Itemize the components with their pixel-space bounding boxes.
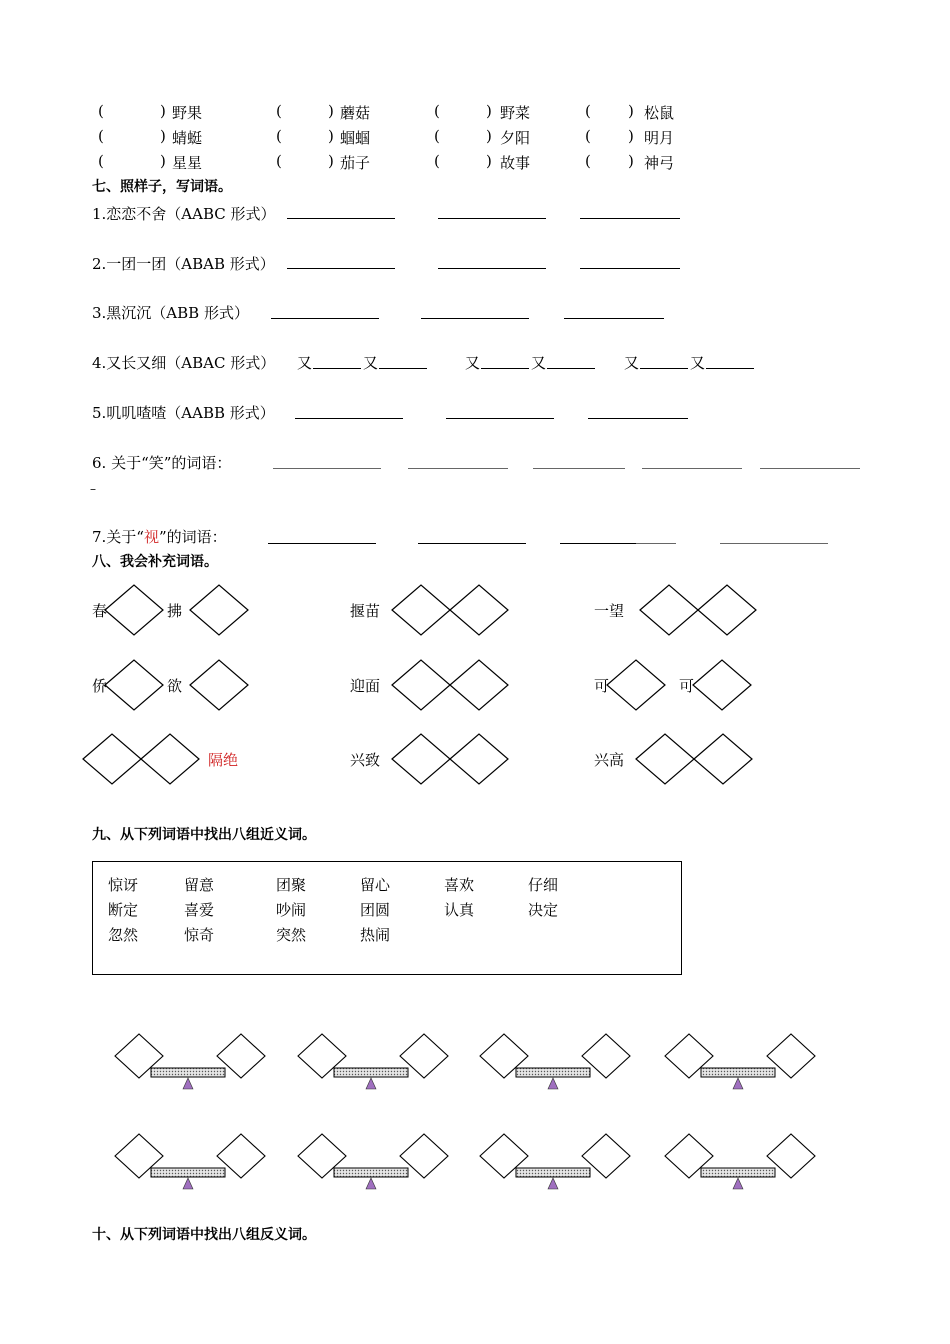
fulcrum-triangle [183, 1078, 193, 1089]
answer-blank[interactable] [287, 268, 395, 269]
answer-blank[interactable] [547, 368, 595, 369]
word-bank-item: 突然 [276, 926, 307, 944]
diamond-box[interactable] [636, 734, 694, 784]
answer-blank[interactable] [640, 368, 688, 369]
diamond-box[interactable] [392, 585, 450, 635]
you-char: 又 [624, 354, 640, 372]
balance-beam [516, 1168, 590, 1177]
paren-open: ( [434, 152, 440, 170]
answer-blank[interactable] [295, 418, 403, 419]
paren-open: ( [434, 127, 440, 145]
diamond-box[interactable] [450, 734, 508, 784]
diamond-box[interactable] [693, 660, 751, 710]
paren-close: ) [628, 152, 634, 170]
synonym-balances [0, 1025, 950, 1225]
diamond-box[interactable] [640, 585, 698, 635]
answer-blank[interactable] [533, 468, 625, 469]
fulcrum-triangle [366, 1178, 376, 1189]
answer-blank[interactable] [438, 268, 546, 269]
answer-blank[interactable] [564, 318, 664, 319]
paren-close: ) [328, 102, 334, 120]
word-label: 蝈蝈 [340, 129, 371, 147]
word-label: 蜻蜓 [172, 129, 203, 147]
word-label: 故事 [500, 154, 531, 172]
word-bank-item: 团圆 [360, 901, 391, 919]
balance-beam [151, 1068, 225, 1077]
idiom-3: 一望 [594, 602, 625, 620]
idiom-7: 隔绝 [208, 751, 239, 769]
diamond-box[interactable] [694, 734, 752, 784]
answer-blank[interactable] [313, 368, 361, 369]
idiom-4a: 侨 [92, 677, 108, 695]
fulcrum-triangle [548, 1078, 558, 1089]
you-char: 又 [465, 354, 481, 372]
paren-close: ) [486, 102, 492, 120]
answer-blank[interactable] [287, 218, 395, 219]
answer-blank[interactable] [421, 318, 529, 319]
paren-close: ) [328, 127, 334, 145]
answer-blank[interactable] [446, 418, 554, 419]
word-label: 茄子 [340, 154, 371, 172]
balance-beam [334, 1068, 408, 1077]
fulcrum-triangle [733, 1178, 743, 1189]
paren-close: ) [486, 127, 492, 145]
word-label: 蘑菇 [340, 104, 371, 122]
paren-open: ( [585, 152, 591, 170]
answer-blank[interactable] [481, 368, 529, 369]
word-label: 明月 [644, 129, 675, 147]
s7-item-7-label: 7.关于“视”的词语： [92, 528, 227, 546]
paren-open: ( [98, 102, 104, 120]
answer-blank[interactable] [636, 543, 676, 544]
word-bank-item: 热闹 [360, 926, 391, 944]
word-label: 松鼠 [644, 104, 675, 122]
answer-blank[interactable] [642, 468, 742, 469]
answer-blank[interactable] [408, 468, 508, 469]
s7-item-4-label: 4.又长又细（ABAC 形式） [92, 354, 276, 372]
word-label: 夕阳 [500, 129, 531, 147]
paren-open: ( [585, 127, 591, 145]
idiom-4b: 欲 [167, 677, 183, 695]
diamond-box[interactable] [141, 734, 199, 784]
diamond-box[interactable] [450, 585, 508, 635]
word-label: 星星 [172, 154, 203, 172]
s7-item-3-label: 3.黑沉沉（ABB 形式） [92, 304, 249, 322]
word-bank-item: 吵闹 [276, 901, 307, 919]
section-7-title: 七、照样子，写词语。 [92, 179, 232, 195]
idiom-9: 兴高 [594, 751, 625, 769]
paren-close: ) [160, 152, 166, 170]
paren-close: ) [628, 102, 634, 120]
word-bank-item: 仔细 [528, 876, 559, 894]
word-bank-item: 决定 [528, 901, 559, 919]
paren-open: ( [98, 152, 104, 170]
answer-blank[interactable] [560, 543, 636, 544]
s7-item-2-label: 2.一团一团（ABAB 形式） [92, 255, 275, 273]
diamond-box[interactable] [190, 585, 248, 635]
balance-beam [334, 1168, 408, 1177]
answer-blank[interactable] [268, 543, 376, 544]
balance-beam [516, 1068, 590, 1077]
answer-blank[interactable] [580, 268, 680, 269]
diamond-box[interactable] [83, 734, 141, 784]
word-bank-item: 忽然 [108, 926, 139, 944]
diamond-box[interactable] [105, 660, 163, 710]
fulcrum-triangle [366, 1078, 376, 1089]
paren-open: ( [434, 102, 440, 120]
section-10-title: 十、从下列词语中找出八组反义词。 [92, 1227, 316, 1243]
answer-blank[interactable] [706, 368, 754, 369]
answer-blank[interactable] [271, 318, 379, 319]
idiom-6b: 可 [679, 677, 695, 695]
paren-close: ) [160, 102, 166, 120]
diamond-box[interactable] [450, 660, 508, 710]
paren-open: ( [98, 127, 104, 145]
word-bank-item: 团聚 [276, 876, 307, 894]
diamond-box[interactable] [105, 585, 163, 635]
answer-blank[interactable] [588, 418, 688, 419]
answer-blank[interactable] [760, 468, 860, 469]
idiom-1a: 春 [92, 602, 108, 620]
s7-item-5-label: 5.叽叽喳喳（AABB 形式） [92, 404, 275, 422]
answer-blank[interactable] [418, 543, 526, 544]
balance-beam [151, 1168, 225, 1177]
diamond-box[interactable] [392, 660, 450, 710]
paren-open: ( [276, 152, 282, 170]
fulcrum-triangle [548, 1178, 558, 1189]
red-char: 视 [143, 528, 159, 546]
s7-item-1-label: 1.恋恋不舍（AABC 形式） [92, 205, 276, 223]
answer-blank[interactable] [379, 368, 427, 369]
paren-open: ( [276, 127, 282, 145]
balance-beam [701, 1068, 775, 1077]
word-bank-item: 断定 [108, 901, 139, 919]
idiom-8: 兴致 [350, 751, 381, 769]
idiom-5: 迎面 [350, 677, 381, 695]
diamond-box[interactable] [607, 660, 665, 710]
word-label: 野果 [172, 104, 203, 122]
paren-close: ) [328, 152, 334, 170]
paren-close: ) [486, 152, 492, 170]
section-9-title: 九、从下列词语中找出八组近义词。 [92, 827, 316, 843]
idiom-6a: 可 [594, 677, 610, 695]
you-char: 又 [363, 354, 379, 372]
word-label: 神弓 [644, 154, 675, 172]
word-bank-item: 惊讶 [108, 876, 139, 894]
paren-close: ) [160, 127, 166, 145]
idiom-diamonds [0, 560, 950, 820]
word-label: 野菜 [500, 104, 531, 122]
word-bank-item: 喜欢 [444, 876, 475, 894]
overflow-dash: – [90, 482, 96, 496]
s7-item-6-label: 6. 关于“笑”的词语： [92, 454, 232, 472]
word-bank-item: 惊奇 [184, 926, 215, 944]
word-bank-item: 喜爱 [184, 901, 215, 919]
word-bank-item: 留心 [360, 876, 391, 894]
you-char: 又 [531, 354, 547, 372]
you-char: 又 [297, 354, 313, 372]
you-char: 又 [690, 354, 706, 372]
paren-open: ( [276, 102, 282, 120]
answer-blank[interactable] [720, 543, 828, 544]
word-bank-item: 留意 [184, 876, 215, 894]
answer-blank[interactable] [273, 468, 381, 469]
word-bank-item: 认真 [444, 901, 475, 919]
paren-close: ) [628, 127, 634, 145]
idiom-2: 揠苗 [350, 602, 381, 620]
idiom-1b: 拂 [167, 602, 183, 620]
answer-blank[interactable] [580, 218, 680, 219]
section-8-title: 八、我会补充词语。 [92, 554, 218, 570]
fulcrum-triangle [733, 1078, 743, 1089]
balance-beam [701, 1168, 775, 1177]
answer-blank[interactable] [438, 218, 546, 219]
fulcrum-triangle [183, 1178, 193, 1189]
diamond-box[interactable] [392, 734, 450, 784]
diamond-box[interactable] [698, 585, 756, 635]
diamond-box[interactable] [190, 660, 248, 710]
paren-open: ( [585, 102, 591, 120]
